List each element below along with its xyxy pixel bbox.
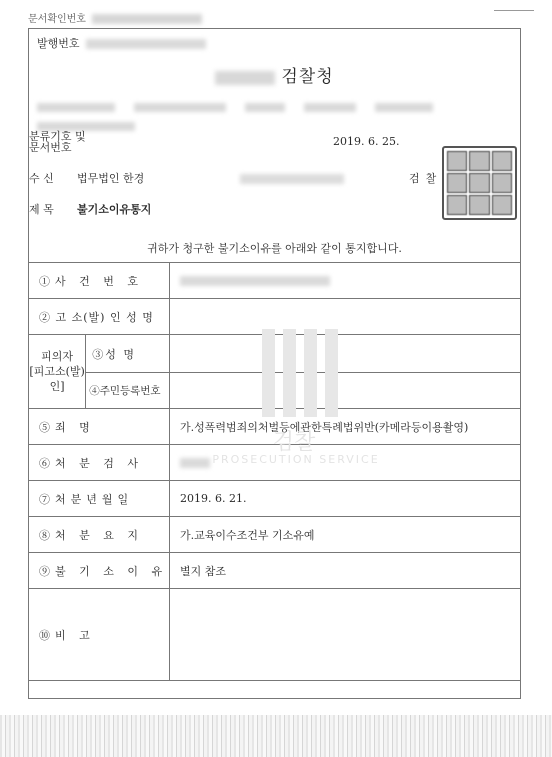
document-page bbox=[28, 28, 521, 699]
redacted-address-line bbox=[37, 97, 512, 111]
table-row bbox=[29, 373, 521, 409]
non-prosecution-reason-value: 별지 참조 bbox=[170, 553, 521, 589]
subject-value: 불기소이유통지 bbox=[77, 203, 152, 216]
doc-check-label: 문서확인번호 bbox=[28, 14, 86, 25]
docno-line1: 분류기호 및 bbox=[29, 130, 86, 143]
official-seal bbox=[442, 146, 517, 220]
redacted-issue-number bbox=[86, 39, 206, 49]
disposition-date-value: 2019. 6. 21. bbox=[170, 481, 521, 517]
prosecutor-label: 검찰 bbox=[409, 172, 443, 185]
case-number-label: ①사 건 번 호 bbox=[29, 263, 170, 299]
case-number-value bbox=[170, 263, 521, 299]
corner-mark bbox=[494, 6, 534, 11]
redacted-value bbox=[180, 458, 210, 468]
docno-line2: 문서번호 bbox=[29, 141, 72, 154]
charge-label: ⑤죄 명 bbox=[29, 409, 170, 445]
redacted-office-name bbox=[215, 71, 275, 85]
redacted-address-part bbox=[245, 103, 285, 112]
suspect-label-line1: 피의자 bbox=[41, 350, 74, 363]
remarks-value bbox=[170, 589, 521, 681]
suspect-name-label: ③성 명 bbox=[86, 335, 170, 373]
recipient-row bbox=[29, 170, 344, 186]
subject-label: 제 목 bbox=[29, 203, 54, 216]
redacted-address-part bbox=[375, 103, 433, 112]
suspect-label-line2: [피고소(발)인] bbox=[29, 365, 85, 393]
table-row bbox=[29, 409, 521, 445]
redacted-office bbox=[240, 174, 344, 184]
issue-label: 발행번호 bbox=[37, 37, 80, 50]
resident-number-value bbox=[170, 373, 521, 409]
redacted-doc-check-number bbox=[92, 14, 202, 24]
non-prosecution-reason-label: ⑨불 기 소 이 유 bbox=[29, 553, 170, 589]
suspect-group-label bbox=[29, 335, 86, 409]
prosecutor-in-charge-value bbox=[170, 445, 521, 481]
disposition-date-label: ⑦처분년월일 bbox=[29, 481, 170, 517]
subject-row bbox=[29, 201, 151, 217]
remarks-label: ⑩비 고 bbox=[29, 589, 170, 681]
issue-date: 2019. 6. 25. bbox=[333, 135, 400, 148]
suspect-name-value bbox=[170, 335, 521, 373]
redacted-address-part bbox=[37, 103, 115, 112]
table-row bbox=[29, 589, 521, 681]
table-row bbox=[29, 481, 521, 517]
resident-number-label: ④주민등록번호 bbox=[86, 373, 170, 409]
org-title bbox=[29, 62, 520, 87]
complainant-value bbox=[170, 299, 521, 335]
redacted-address-part bbox=[304, 103, 356, 112]
complainant-label: ② 고 소(발) 인 성 명 bbox=[29, 299, 170, 335]
disposition-summary-label: ⑧처 분 요 지 bbox=[29, 517, 170, 553]
prosecutor-in-charge-label: ⑥처 분 검 사 bbox=[29, 445, 170, 481]
table-row bbox=[29, 263, 521, 299]
notice-table bbox=[28, 262, 521, 681]
charge-value: 가.성폭력범죄의처벌등에관한특례법위반(카메라등이용촬영) bbox=[170, 409, 521, 445]
redacted-address-part bbox=[134, 103, 226, 112]
table-row bbox=[29, 517, 521, 553]
issue-number-row bbox=[37, 35, 206, 51]
recipient-value: 법무법인 한경 bbox=[77, 172, 145, 185]
intro-text: 귀하가 청구한 불기소이유를 아래와 같이 통지합니다. bbox=[147, 242, 402, 255]
watermark-logo-text: 검찰 bbox=[272, 430, 316, 455]
table-row bbox=[29, 299, 521, 335]
org-title-text: 검찰청 bbox=[281, 67, 334, 87]
scan-noise-strip bbox=[0, 715, 552, 757]
disposition-summary-value: 가.교육이수조건부 기소유예 bbox=[170, 517, 521, 553]
table-row bbox=[29, 445, 521, 481]
table-row bbox=[29, 553, 521, 589]
doc-check-number bbox=[28, 10, 202, 25]
watermark-english-text: PROSECUTION SERVICE bbox=[212, 453, 380, 466]
recipient-label: 수 신 bbox=[29, 172, 54, 185]
table-row bbox=[29, 335, 521, 373]
redacted-value bbox=[180, 276, 330, 286]
classification-docno-label bbox=[29, 131, 86, 153]
